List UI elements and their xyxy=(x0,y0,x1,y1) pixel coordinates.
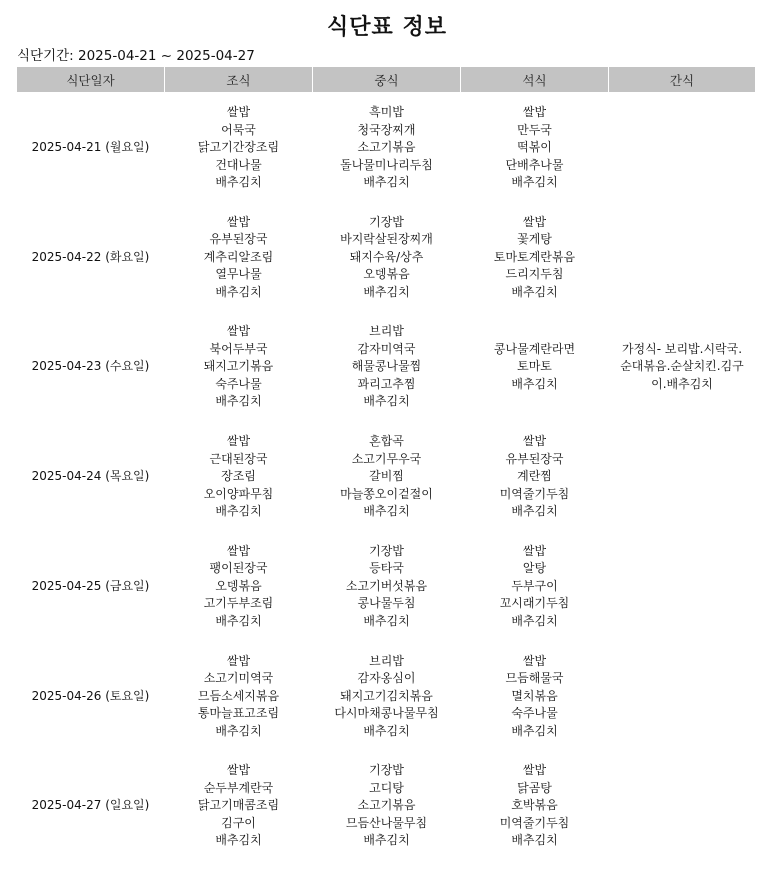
snack-cell xyxy=(609,422,756,532)
dish-item: 쌀밥 xyxy=(226,105,251,120)
dish-item: 단배추나물 xyxy=(505,157,564,172)
dish-item: 건대나물 xyxy=(215,157,262,172)
dish-item: 청국장찌개 xyxy=(357,122,416,137)
dish-item: 쌀밥 xyxy=(226,214,251,229)
table-row xyxy=(17,751,756,861)
header-snack: 간식 xyxy=(609,67,756,93)
dish-item: 쌀밥 xyxy=(522,763,547,778)
dish-item: 돼지고기볶음 xyxy=(203,359,274,374)
dish-item: 어묵국 xyxy=(221,122,256,137)
dish-item: 소고기버섯볶음 xyxy=(345,578,428,593)
dish-item: 돼지고기김치볶음 xyxy=(340,688,433,703)
menu-table xyxy=(16,66,756,861)
breakfast-cell xyxy=(165,422,313,532)
dish-item: 배추김치 xyxy=(215,723,262,738)
dish-item: 배추김치 xyxy=(215,613,262,628)
dish-item: 쌀밥 xyxy=(226,543,251,558)
dish-item: 유부된장국 xyxy=(209,232,268,247)
dish-item: 배추김치 xyxy=(363,504,410,519)
dish-item: 닭고기매콤조림 xyxy=(197,798,280,813)
dish-item: 고기두부조림 xyxy=(203,596,274,611)
dish-item: 숙주나물 xyxy=(215,376,262,391)
breakfast-cell xyxy=(165,93,313,203)
dish-item: 마늘쫑오이겉절이 xyxy=(340,486,433,501)
dish-item: 배추김치 xyxy=(511,833,558,848)
breakfast-cell xyxy=(165,203,313,313)
lunch-cell xyxy=(313,312,461,422)
dish-item: 배추김치 xyxy=(511,504,558,519)
dish-item: 돌나물미나리두침 xyxy=(340,157,433,172)
dish-item: 김구이 xyxy=(221,815,256,830)
snack-text: 가정식- 보리밥.시락국.순대볶음.순살치킨.김구이.배추김치 xyxy=(620,341,744,391)
dish-item: 토마토 xyxy=(517,359,552,374)
header-lunch: 중식 xyxy=(313,67,461,93)
dish-item: 소고기볶음 xyxy=(357,798,416,813)
lunch-cell xyxy=(313,203,461,313)
dish-item: 기장밥 xyxy=(369,543,404,558)
date-cell: 2025-04-23 (수요일) xyxy=(31,359,150,374)
snack-cell xyxy=(609,532,756,642)
dish-item: 꽈리고추찜 xyxy=(357,376,416,391)
dish-item: 떡볶이 xyxy=(517,140,552,155)
dish-item: 등타국 xyxy=(369,561,404,576)
dish-item: 소고기무우국 xyxy=(351,451,422,466)
date-cell: 2025-04-21 (월요일) xyxy=(31,140,150,155)
dish-item: 호박볶음 xyxy=(511,798,558,813)
date-cell: 2025-04-25 (금요일) xyxy=(31,578,150,593)
date-cell: 2025-04-22 (화요일) xyxy=(31,249,150,264)
dinner-cell xyxy=(461,641,609,751)
lunch-cell xyxy=(313,93,461,203)
dish-item: 통마늘표고조림 xyxy=(197,706,280,721)
lunch-cell xyxy=(313,751,461,861)
dish-item: 쌀밥 xyxy=(522,434,547,449)
page-title: 식단표 정보 xyxy=(327,15,447,40)
dish-item: 고디탕 xyxy=(369,780,404,795)
dish-item: 배추김치 xyxy=(363,613,410,628)
dish-item: 열무나물 xyxy=(215,267,262,282)
dish-item: 계란찜 xyxy=(517,469,552,484)
dish-item: 배추김치 xyxy=(511,284,558,299)
dinner-cell xyxy=(461,422,609,532)
table-row xyxy=(17,93,756,203)
dish-item: 배추김치 xyxy=(511,613,558,628)
dish-item: 북어두부국 xyxy=(209,341,268,356)
dish-item: 돼지수육/상추 xyxy=(349,249,424,264)
dish-item: 쌀밥 xyxy=(226,653,251,668)
dish-item: 멸치볶음 xyxy=(511,688,558,703)
menu-period: 식단기간: 2025-04-21 ~ 2025-04-27 xyxy=(17,48,255,64)
dish-item: 꼬시래기두침 xyxy=(499,596,570,611)
dish-item: 순두부계란국 xyxy=(203,780,274,795)
dish-item: 배추김치 xyxy=(215,833,262,848)
dish-item: 해물콩나물찜 xyxy=(351,359,422,374)
breakfast-cell xyxy=(165,312,313,422)
dish-item: 꽃게탕 xyxy=(517,232,552,247)
dish-item: 배추김치 xyxy=(511,175,558,190)
dish-item: 쌀밥 xyxy=(226,763,251,778)
dish-item: 쌀밥 xyxy=(522,653,547,668)
dish-item: 쌀밥 xyxy=(522,543,547,558)
dish-item: 알탕 xyxy=(522,561,547,576)
dish-item: 장조림 xyxy=(221,469,256,484)
dish-item: 토마토계란볶음 xyxy=(493,249,576,264)
dinner-cell xyxy=(461,203,609,313)
dish-item: 배추김치 xyxy=(363,394,410,409)
dish-item: 오뎅볶음 xyxy=(363,267,410,282)
dish-item: 쌀밥 xyxy=(522,214,547,229)
dish-item: 배추김치 xyxy=(363,833,410,848)
snack-cell xyxy=(609,751,756,861)
dish-item: 콩나물두침 xyxy=(357,596,416,611)
snack-cell xyxy=(609,312,756,422)
dish-item: 닭곰탕 xyxy=(517,780,552,795)
dish-item: 감자옹심이 xyxy=(357,671,416,686)
snack-cell xyxy=(609,203,756,313)
table-row xyxy=(17,422,756,532)
dish-item: 배추김치 xyxy=(511,723,558,738)
dish-item: 혼합곡 xyxy=(369,434,404,449)
dish-item: 브리밥 xyxy=(369,324,404,339)
dish-item: 콩나물계란라면 xyxy=(493,341,576,356)
header-date: 식단일자 xyxy=(17,67,165,93)
table-row xyxy=(17,532,756,642)
dish-item: 기장밥 xyxy=(369,214,404,229)
dish-item: 팽이된장국 xyxy=(209,561,268,576)
dish-item: 미역줄기두침 xyxy=(499,486,570,501)
dish-item: 흑미밥 xyxy=(369,105,404,120)
dish-item: 쌀밥 xyxy=(522,105,547,120)
dish-item: 므듬해물국 xyxy=(505,671,564,686)
dish-item: 배추김치 xyxy=(215,394,262,409)
dinner-cell xyxy=(461,751,609,861)
breakfast-cell xyxy=(165,641,313,751)
date-cell: 2025-04-27 (일요일) xyxy=(31,798,150,813)
menu-body xyxy=(17,93,756,861)
dish-item: 배추김치 xyxy=(215,504,262,519)
dish-item: 배추김치 xyxy=(215,175,262,190)
dish-item: 근대된장국 xyxy=(209,451,268,466)
date-cell: 2025-04-26 (토요일) xyxy=(31,688,150,703)
dish-item: 쌀밥 xyxy=(226,434,251,449)
dish-item: 브리밥 xyxy=(369,653,404,668)
dish-item: 배추김치 xyxy=(363,723,410,738)
table-row xyxy=(17,203,756,313)
dish-item: 배추김치 xyxy=(363,284,410,299)
dish-item: 오이양파무침 xyxy=(203,486,274,501)
dish-item: 소고기미역국 xyxy=(203,671,274,686)
dish-item: 배추김치 xyxy=(215,284,262,299)
dish-item: 갈비찜 xyxy=(369,469,404,484)
dinner-cell xyxy=(461,532,609,642)
header-dinner: 석식 xyxy=(461,67,609,93)
dinner-cell xyxy=(461,93,609,203)
breakfast-cell xyxy=(165,532,313,642)
dish-item: 미역줄기두침 xyxy=(499,815,570,830)
dinner-cell xyxy=(461,312,609,422)
dish-item: 쌀밥 xyxy=(226,324,251,339)
table-row xyxy=(17,641,756,751)
dish-item: 유부된장국 xyxy=(505,451,564,466)
lunch-cell xyxy=(313,641,461,751)
lunch-cell xyxy=(313,422,461,532)
dish-item: 므듬소세지볶음 xyxy=(197,688,280,703)
dish-item: 기장밥 xyxy=(369,763,404,778)
lunch-cell xyxy=(313,532,461,642)
date-cell: 2025-04-24 (목요일) xyxy=(31,469,150,484)
dish-item: 다시마채콩나물무침 xyxy=(334,706,439,721)
dish-item: 배추김치 xyxy=(363,175,410,190)
dish-item: 만두국 xyxy=(517,122,552,137)
header-breakfast: 조식 xyxy=(165,67,313,93)
table-row xyxy=(17,312,756,422)
dish-item: 오뎅볶음 xyxy=(215,578,262,593)
snack-cell xyxy=(609,93,756,203)
dish-item: 바지락살된장찌개 xyxy=(340,232,433,247)
breakfast-cell xyxy=(165,751,313,861)
dish-item: 므듬산나물무침 xyxy=(345,815,428,830)
dish-item: 두부구이 xyxy=(511,578,558,593)
snack-cell xyxy=(609,641,756,751)
dish-item: 닭고기간장조림 xyxy=(197,140,280,155)
dish-item: 배추김치 xyxy=(511,376,558,391)
dish-item: 감자미역국 xyxy=(357,341,416,356)
dish-item: 드리지두침 xyxy=(505,267,564,282)
dish-item: 숙주나물 xyxy=(511,706,558,721)
header-row xyxy=(17,67,756,93)
dish-item: 계추리알조림 xyxy=(203,249,274,264)
dish-item: 소고기볶음 xyxy=(357,140,416,155)
